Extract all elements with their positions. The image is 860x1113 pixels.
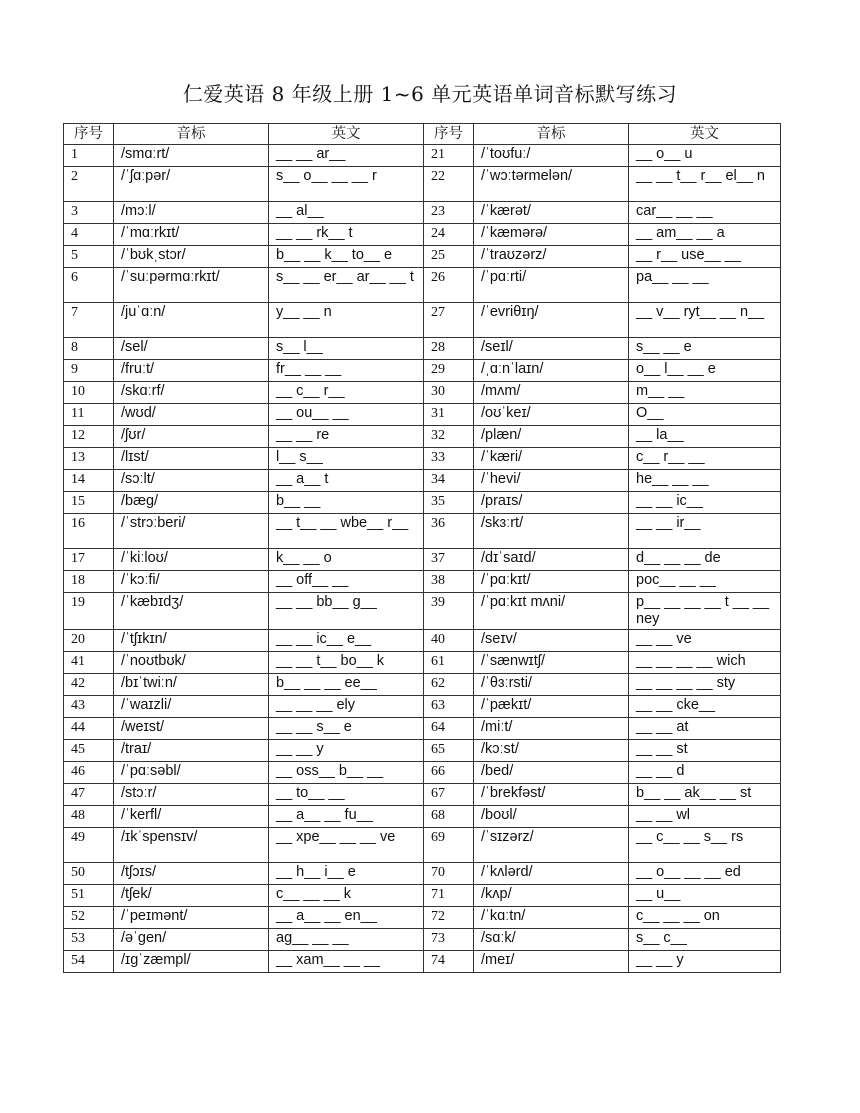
english-cell: p__ __ __ __ t __ __ ney <box>629 593 781 630</box>
entry-number: 50 <box>64 863 114 885</box>
phonetic-cell: /stɔːr/ <box>114 784 269 806</box>
english-cell: c__ r__ __ <box>629 448 781 470</box>
english-cell: __ t__ __ wbe__ r__ <box>269 514 424 549</box>
entry-number: 19 <box>64 593 114 630</box>
phonetic-cell: /seɪv/ <box>474 630 629 652</box>
entry-number: 15 <box>64 492 114 514</box>
phonetic-cell: /kʌp/ <box>474 885 629 907</box>
english-cell: __ __ t__ r__ el__ n <box>629 167 781 202</box>
entry-number: 72 <box>424 907 474 929</box>
entry-number: 38 <box>424 571 474 593</box>
phonetic-cell: /ˌɑːnˈlaɪn/ <box>474 360 629 382</box>
table-row <box>64 674 781 696</box>
phonetic-cell: /juˈɑːn/ <box>114 303 269 338</box>
table-row <box>64 448 781 470</box>
english-cell: __ la__ <box>629 426 781 448</box>
english-cell: __ c__ r__ <box>269 382 424 404</box>
english-cell: s__ o__ __ __ r <box>269 167 424 202</box>
english-cell: __ o__ u <box>629 145 781 167</box>
entry-number: 74 <box>424 951 474 973</box>
english-cell: b__ __ __ ee__ <box>269 674 424 696</box>
header-num: 序号 <box>424 124 474 145</box>
entry-number: 63 <box>424 696 474 718</box>
entry-number: 11 <box>64 404 114 426</box>
english-cell: __ to__ __ <box>269 784 424 806</box>
english-cell: __ __ t__ bo__ k <box>269 652 424 674</box>
english-cell: __ h__ i__ e <box>269 863 424 885</box>
phonetic-cell: /dɪˈsaɪd/ <box>474 549 629 571</box>
phonetic-cell: /traɪ/ <box>114 740 269 762</box>
header-phonetic: 音标 <box>474 124 629 145</box>
entry-number: 46 <box>64 762 114 784</box>
phonetic-cell: /ˈkæri/ <box>474 448 629 470</box>
entry-number: 41 <box>64 652 114 674</box>
entry-number: 36 <box>424 514 474 549</box>
english-cell: fr__ __ __ <box>269 360 424 382</box>
table-row <box>64 718 781 740</box>
entry-number: 4 <box>64 224 114 246</box>
phonetic-cell: /ɪgˈzæmpl/ <box>114 951 269 973</box>
english-cell: __ ou__ __ <box>269 404 424 426</box>
entry-number: 66 <box>424 762 474 784</box>
entry-number: 30 <box>424 382 474 404</box>
english-cell: __ __ ic__ e__ <box>269 630 424 652</box>
phonetic-cell: /ˈkiːloʊ/ <box>114 549 269 571</box>
phonetic-cell: /ˈevriθɪŋ/ <box>474 303 629 338</box>
phonetic-cell: /ˈpeɪmənt/ <box>114 907 269 929</box>
header-english: 英文 <box>269 124 424 145</box>
english-cell: __ __ __ ely <box>269 696 424 718</box>
entry-number: 68 <box>424 806 474 828</box>
entry-number: 62 <box>424 674 474 696</box>
phonetic-cell: /ˈkæmərə/ <box>474 224 629 246</box>
phonetic-cell: /sɑːk/ <box>474 929 629 951</box>
entry-number: 28 <box>424 338 474 360</box>
table-row <box>64 360 781 382</box>
english-cell: __ xam__ __ __ <box>269 951 424 973</box>
english-cell: l__ s__ <box>269 448 424 470</box>
table-row <box>64 652 781 674</box>
entry-number: 31 <box>424 404 474 426</box>
phonetic-cell: /ˈkɑːtn/ <box>474 907 629 929</box>
phonetic-cell: /praɪs/ <box>474 492 629 514</box>
phonetic-cell: /ˈpɑːkɪt mʌni/ <box>474 593 629 630</box>
entry-number: 9 <box>64 360 114 382</box>
english-cell: he__ __ __ <box>629 470 781 492</box>
english-cell: poc__ __ __ <box>629 571 781 593</box>
vocab-table <box>63 123 781 973</box>
phonetic-cell: /ˈtraʊzərz/ <box>474 246 629 268</box>
english-cell: b__ __ ak__ __ st <box>629 784 781 806</box>
entry-number: 20 <box>64 630 114 652</box>
phonetic-cell: /əˈgen/ <box>114 929 269 951</box>
entry-number: 61 <box>424 652 474 674</box>
entry-number: 54 <box>64 951 114 973</box>
header-english: 英文 <box>629 124 781 145</box>
entry-number: 14 <box>64 470 114 492</box>
english-cell: __ a__ __ fu__ <box>269 806 424 828</box>
entry-number: 51 <box>64 885 114 907</box>
phonetic-cell: /plæn/ <box>474 426 629 448</box>
english-cell: __ __ d <box>629 762 781 784</box>
phonetic-cell: /bɪˈtwiːn/ <box>114 674 269 696</box>
english-cell: __ r__ use__ __ <box>629 246 781 268</box>
phonetic-cell: /ˈθɜːrsti/ <box>474 674 629 696</box>
phonetic-cell: /mʌm/ <box>474 382 629 404</box>
entry-number: 17 <box>64 549 114 571</box>
table-row <box>64 951 781 973</box>
phonetic-cell: /ˈhevi/ <box>474 470 629 492</box>
entry-number: 70 <box>424 863 474 885</box>
entry-number: 65 <box>424 740 474 762</box>
table-row <box>64 303 781 338</box>
page-title: 仁爱英语 8 年级上册 1~6 单元英语单词音标默写练习 <box>182 82 678 106</box>
phonetic-cell: /ˈsuːpərmɑːrkɪt/ <box>114 268 269 303</box>
english-cell: k__ __ o <box>269 549 424 571</box>
phonetic-cell: /ˈtʃɪkɪn/ <box>114 630 269 652</box>
english-cell: __ __ cke__ <box>629 696 781 718</box>
phonetic-cell: /fruːt/ <box>114 360 269 382</box>
entry-number: 67 <box>424 784 474 806</box>
entry-number: 21 <box>424 145 474 167</box>
entry-number: 18 <box>64 571 114 593</box>
english-cell: __ __ at <box>629 718 781 740</box>
english-cell: __ __ y <box>269 740 424 762</box>
english-cell: pa__ __ __ <box>629 268 781 303</box>
table-row <box>64 784 781 806</box>
table-row <box>64 929 781 951</box>
entry-number: 45 <box>64 740 114 762</box>
table-row <box>64 740 781 762</box>
entry-number: 49 <box>64 828 114 863</box>
english-cell: __ o__ __ __ ed <box>629 863 781 885</box>
english-cell: __ am__ __ a <box>629 224 781 246</box>
english-cell: __ xpe__ __ __ ve <box>269 828 424 863</box>
entry-number: 32 <box>424 426 474 448</box>
phonetic-cell: /skɜːrt/ <box>474 514 629 549</box>
entry-number: 22 <box>424 167 474 202</box>
phonetic-cell: /wʊd/ <box>114 404 269 426</box>
phonetic-cell: /lɪst/ <box>114 448 269 470</box>
entry-number: 47 <box>64 784 114 806</box>
table-row <box>64 593 781 630</box>
entry-number: 43 <box>64 696 114 718</box>
phonetic-cell: /miːt/ <box>474 718 629 740</box>
phonetic-cell: /sel/ <box>114 338 269 360</box>
english-cell: __ a__ __ en__ <box>269 907 424 929</box>
entry-number: 69 <box>424 828 474 863</box>
table-header-row <box>64 124 781 145</box>
entry-number: 33 <box>424 448 474 470</box>
english-cell: __ al__ <box>269 202 424 224</box>
english-cell: b__ __ <box>269 492 424 514</box>
english-cell: __ c__ __ s__ rs <box>629 828 781 863</box>
phonetic-cell: /ˈwɔːtərmelən/ <box>474 167 629 202</box>
entry-number: 37 <box>424 549 474 571</box>
phonetic-cell: /oʊˈkeɪ/ <box>474 404 629 426</box>
phonetic-cell: /ˈkerfl/ <box>114 806 269 828</box>
entry-number: 24 <box>424 224 474 246</box>
entry-number: 8 <box>64 338 114 360</box>
phonetic-cell: /ʃʊr/ <box>114 426 269 448</box>
entry-number: 12 <box>64 426 114 448</box>
phonetic-cell: /boʊl/ <box>474 806 629 828</box>
english-cell: car__ __ __ <box>629 202 781 224</box>
english-cell: __ __ s__ e <box>269 718 424 740</box>
table-row <box>64 202 781 224</box>
entry-number: 23 <box>424 202 474 224</box>
phonetic-cell: /seɪl/ <box>474 338 629 360</box>
entry-number: 52 <box>64 907 114 929</box>
table-row <box>64 549 781 571</box>
table-row <box>64 907 781 929</box>
english-cell: __ __ ir__ <box>629 514 781 549</box>
english-cell: __ __ rk__ t <box>269 224 424 246</box>
phonetic-cell: /bed/ <box>474 762 629 784</box>
phonetic-cell: /sɔːlt/ <box>114 470 269 492</box>
table-row <box>64 492 781 514</box>
english-cell: m__ __ <box>629 382 781 404</box>
entry-number: 64 <box>424 718 474 740</box>
phonetic-cell: /ˈnoʊtbʊk/ <box>114 652 269 674</box>
entry-number: 25 <box>424 246 474 268</box>
phonetic-cell: /ˈpækɪt/ <box>474 696 629 718</box>
phonetic-cell: /kɔːst/ <box>474 740 629 762</box>
entry-number: 42 <box>64 674 114 696</box>
table-row <box>64 571 781 593</box>
english-cell: b__ __ k__ to__ e <box>269 246 424 268</box>
phonetic-cell: /ˈkærət/ <box>474 202 629 224</box>
header-num: 序号 <box>64 124 114 145</box>
english-cell: s__ __ er__ ar__ __ t <box>269 268 424 303</box>
table-row <box>64 630 781 652</box>
phonetic-cell: /ˈkæbɪdʒ/ <box>114 593 269 630</box>
phonetic-cell: /ˈsænwɪtʃ/ <box>474 652 629 674</box>
entry-number: 29 <box>424 360 474 382</box>
phonetic-cell: /ˈwaɪzli/ <box>114 696 269 718</box>
english-cell: y__ __ n <box>269 303 424 338</box>
english-cell: s__ l__ <box>269 338 424 360</box>
table-row <box>64 863 781 885</box>
phonetic-cell: /tʃek/ <box>114 885 269 907</box>
phonetic-cell: /meɪ/ <box>474 951 629 973</box>
phonetic-cell: /ˈbʊkˌstɔr/ <box>114 246 269 268</box>
english-cell: __ __ y <box>629 951 781 973</box>
phonetic-cell: /skɑːrf/ <box>114 382 269 404</box>
english-cell: __ __ __ __ sty <box>629 674 781 696</box>
phonetic-cell: /ˈʃɑːpər/ <box>114 167 269 202</box>
entry-number: 35 <box>424 492 474 514</box>
entry-number: 13 <box>64 448 114 470</box>
entry-number: 6 <box>64 268 114 303</box>
english-cell: __ __ ar__ <box>269 145 424 167</box>
phonetic-cell: /mɔːl/ <box>114 202 269 224</box>
english-cell: O__ <box>629 404 781 426</box>
phonetic-cell: /tʃɔɪs/ <box>114 863 269 885</box>
table-row <box>64 268 781 303</box>
phonetic-cell: /ˈstrɔːberi/ <box>114 514 269 549</box>
english-cell: c__ __ __ on <box>629 907 781 929</box>
phonetic-cell: /weɪst/ <box>114 718 269 740</box>
english-cell: __ v__ ryt__ __ n__ <box>629 303 781 338</box>
entry-number: 71 <box>424 885 474 907</box>
header-phonetic: 音标 <box>114 124 269 145</box>
table-row <box>64 404 781 426</box>
phonetic-cell: /ˈpɑːrti/ <box>474 268 629 303</box>
entry-number: 44 <box>64 718 114 740</box>
phonetic-cell: /ˈpɑːkɪt/ <box>474 571 629 593</box>
table-row <box>64 382 781 404</box>
english-cell: o__ l__ __ e <box>629 360 781 382</box>
english-cell: __ a__ t <box>269 470 424 492</box>
english-cell: __ __ ic__ <box>629 492 781 514</box>
table-row <box>64 145 781 167</box>
english-cell: __ __ bb__ g__ <box>269 593 424 630</box>
table-row <box>64 224 781 246</box>
entry-number: 34 <box>424 470 474 492</box>
english-cell: c__ __ __ k <box>269 885 424 907</box>
table-row <box>64 806 781 828</box>
table-row <box>64 828 781 863</box>
table-row <box>64 696 781 718</box>
table-row <box>64 762 781 784</box>
phonetic-cell: /bæg/ <box>114 492 269 514</box>
english-cell: __ __ __ __ wich <box>629 652 781 674</box>
entry-number: 26 <box>424 268 474 303</box>
table-row <box>64 514 781 549</box>
english-cell: __ oss__ b__ __ <box>269 762 424 784</box>
entry-number: 2 <box>64 167 114 202</box>
entry-number: 48 <box>64 806 114 828</box>
entry-number: 5 <box>64 246 114 268</box>
phonetic-cell: /ˈtoʊfuː/ <box>474 145 629 167</box>
phonetic-cell: /ˈbrekfəst/ <box>474 784 629 806</box>
english-cell: __ __ st <box>629 740 781 762</box>
entry-number: 3 <box>64 202 114 224</box>
english-cell: __ __ re <box>269 426 424 448</box>
phonetic-cell: /smɑːrt/ <box>114 145 269 167</box>
entry-number: 10 <box>64 382 114 404</box>
entry-number: 53 <box>64 929 114 951</box>
phonetic-cell: /ˈkʌlərd/ <box>474 863 629 885</box>
entry-number: 39 <box>424 593 474 630</box>
phonetic-cell: /ɪkˈspensɪv/ <box>114 828 269 863</box>
entry-number: 73 <box>424 929 474 951</box>
entry-number: 16 <box>64 514 114 549</box>
table-row <box>64 470 781 492</box>
english-cell: d__ __ __ de <box>629 549 781 571</box>
entry-number: 1 <box>64 145 114 167</box>
table-row <box>64 338 781 360</box>
table-row <box>64 246 781 268</box>
english-cell: __ u__ <box>629 885 781 907</box>
phonetic-cell: /ˈkɔːfi/ <box>114 571 269 593</box>
english-cell: ag__ __ __ <box>269 929 424 951</box>
entry-number: 27 <box>424 303 474 338</box>
phonetic-cell: /ˈpɑːsəbl/ <box>114 762 269 784</box>
phonetic-cell: /ˈmɑːrkɪt/ <box>114 224 269 246</box>
english-cell: __ __ ve <box>629 630 781 652</box>
english-cell: s__ __ e <box>629 338 781 360</box>
english-cell: __ off__ __ <box>269 571 424 593</box>
entry-number: 7 <box>64 303 114 338</box>
phonetic-cell: /ˈsɪzərz/ <box>474 828 629 863</box>
english-cell: s__ c__ <box>629 929 781 951</box>
table-row <box>64 167 781 202</box>
table-row <box>64 426 781 448</box>
english-cell: __ __ wl <box>629 806 781 828</box>
entry-number: 40 <box>424 630 474 652</box>
table-row <box>64 885 781 907</box>
